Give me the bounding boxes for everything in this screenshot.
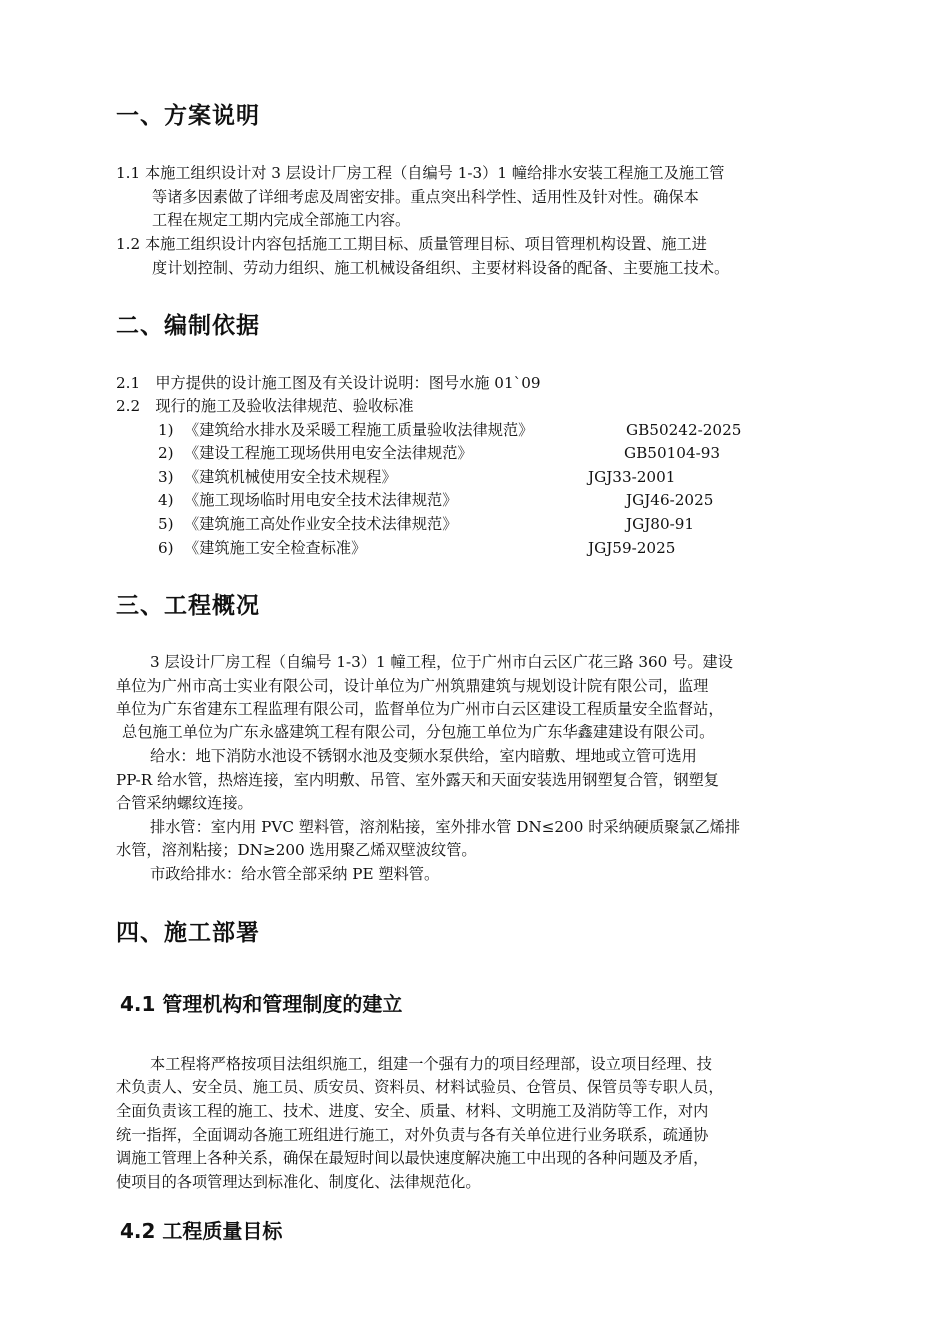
standard-name: 《建筑施工高处作业安全技术法律规范》	[184, 515, 458, 533]
management-line: 本工程将严格按项目法组织施工，组建一个强有力的项目经理部，设立项目经理、技	[150, 1055, 712, 1073]
overview-line: 合管采纳螺纹连接。	[116, 794, 253, 812]
standard-row	[158, 490, 858, 510]
management-line: 统一指挥，全面调动各施工班组进行施工，对外负责与各有关单位进行业务联系，疏通协	[116, 1126, 709, 1144]
overview-line: 单位为广州市高士实业有限公司，设计单位为广州筑鼎建筑与规划设计院有限公司，监理	[116, 677, 709, 695]
subsection-4-1-heading: 4.1 管理机构和管理制度的建立	[120, 992, 403, 1016]
management-line: 调施工管理上各种关系，确保在最短时间以最快速度解决施工中出现的各种问题及矛盾，	[116, 1149, 709, 1167]
standard-number: 6)	[158, 539, 174, 557]
item-2-2: 2.2 现行的施工及验收法律规范、验收标准	[116, 397, 414, 415]
para-1-1-line-1: 1.1 本施工组织设计对 3 层设计厂房工程（自编号 1-3）1 幢给排水安装工程施工及施工管	[116, 164, 725, 182]
standard-name: 《施工现场临时用电安全技术法律规范》	[184, 491, 458, 509]
management-line: 使项目的各项管理达到标准化、制度化、法律规范化。	[116, 1173, 481, 1191]
section-1-heading: 一、方案说明	[116, 103, 260, 129]
para-1-2-line-2: 度计划控制、劳动力组织、施工机械设备组织、主要材料设备的配备、主要施工技术。	[152, 259, 730, 277]
standard-row	[158, 443, 858, 463]
overview-line: PP-R 给水管，热熔连接，室内明敷、吊管、室外露天和天面安装选用钢塑复合管，钢塑复	[116, 771, 719, 789]
item-2-1: 2.1 甲方提供的设计施工图及有关设计说明：图号水施 01`09	[116, 374, 541, 392]
section-3-heading: 三、工程概况	[116, 593, 260, 619]
overview-line: 排水管：室内用 PVC 塑料管，溶剂粘接，室外排水管 DN≤200 时采纳硬质聚氯乙烯排	[150, 818, 741, 836]
standard-code: GB50242-2025	[626, 421, 742, 439]
standard-number: 3)	[158, 468, 174, 486]
standard-code: JGJ46-2025	[626, 491, 714, 509]
overview-line: 单位为广东省建东工程监理有限公司，监督单位为广州市白云区建设工程质量安全监督站，	[116, 700, 724, 718]
para-1-1-line-3: 工程在规定工期内完成全部施工内容。	[152, 211, 411, 229]
overview-line: 总包施工单位为广东永盛建筑工程有限公司，分包施工单位为广东华鑫建建设有限公司。	[122, 723, 715, 741]
standard-number: 5)	[158, 515, 174, 533]
standard-row	[158, 467, 858, 487]
overview-line: 水管，溶剂粘接；DN≥200 选用聚乙烯双壁波纹管。	[116, 841, 477, 859]
overview-line: 给水：地下消防水池设不锈钢水池及变频水泵供给，室内暗敷、埋地或立管可选用	[150, 747, 697, 765]
para-1-2-line-1: 1.2 本施工组织设计内容包括施工工期目标、质量管理目标、项目管理机构设置、施工进	[116, 235, 707, 253]
management-line: 全面负责该工程的施工、技术、进度、安全、质量、材料、文明施工及消防等工作，对内	[116, 1102, 709, 1120]
standard-number: 4)	[158, 491, 174, 509]
standard-name: 《建筑施工安全检查标准》	[184, 539, 367, 557]
section-2-heading: 二、编制依据	[116, 313, 260, 339]
standard-name: 《建筑机械使用安全技术规程》	[184, 468, 397, 486]
standard-row	[158, 420, 858, 440]
standard-code: JGJ33-2001	[588, 468, 676, 486]
overview-line: 市政给排水：给水管全部采纳 PE 塑料管。	[150, 865, 440, 883]
overview-line: 3 层设计厂房工程（自编号 1-3）1 幢工程，位于广州市白云区广花三路 360 号。建设	[150, 653, 733, 671]
standard-name: 《建筑给水排水及采暖工程施工质量验收法律规范》	[184, 421, 534, 439]
standard-number: 2)	[158, 444, 174, 462]
standard-number: 1)	[158, 421, 174, 439]
para-1-1-line-2: 等诸多因素做了详细考虑及周密安排。重点突出科学性、适用性及针对性。确保本	[152, 188, 699, 206]
standard-code: JGJ80-91	[626, 515, 695, 533]
standard-code: GB50104-93	[624, 444, 721, 462]
management-line: 术负责人、安全员、施工员、质安员、资料员、材料试验员、仓管员、保管员等专职人员，	[116, 1078, 724, 1096]
standard-row	[158, 538, 858, 558]
section-4-heading: 四、施工部署	[116, 920, 260, 946]
standard-name: 《建设工程施工现场供用电安全法律规范》	[184, 444, 473, 462]
standard-row	[158, 514, 858, 534]
subsection-4-2-heading: 4.2 工程质量目标	[120, 1219, 283, 1243]
standard-code: JGJ59-2025	[588, 539, 676, 557]
